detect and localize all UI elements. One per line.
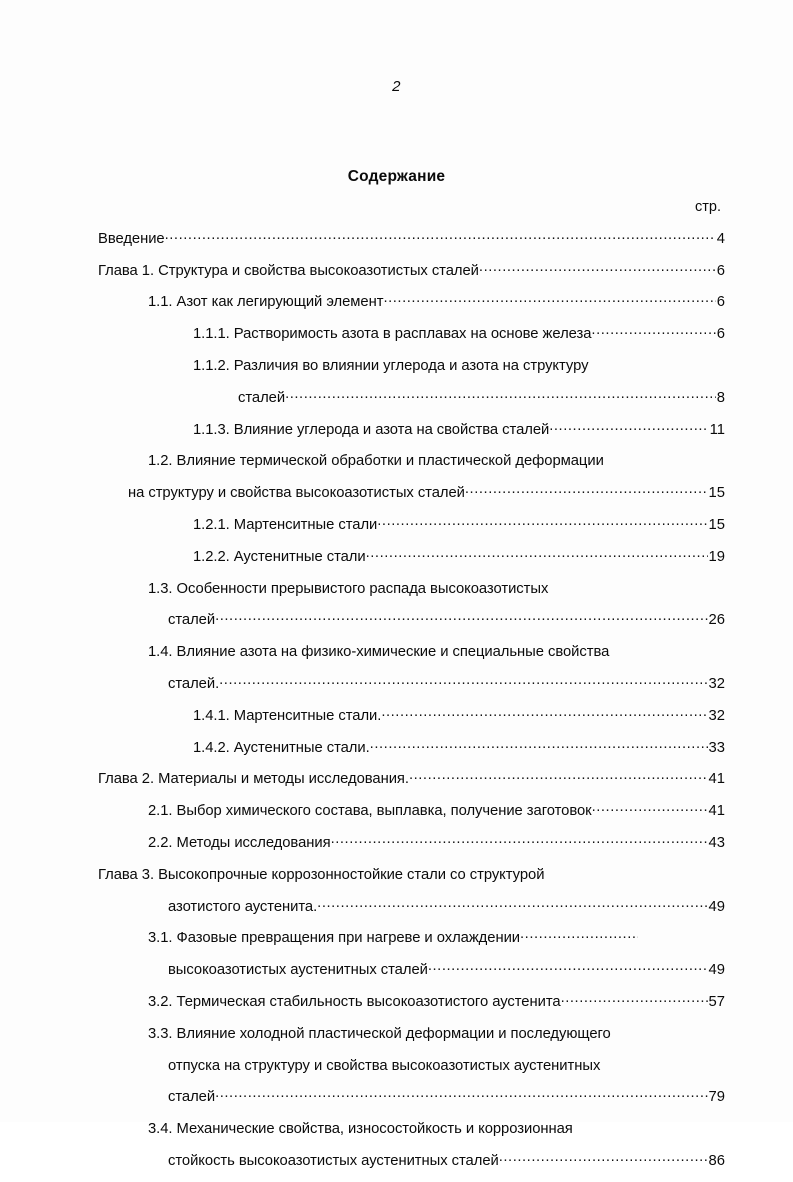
toc-entry bbox=[98, 896, 725, 928]
toc-entry-label: 3.1. Фазовые превращения при нагреве и охлаждении bbox=[148, 930, 521, 947]
toc-entry bbox=[98, 1087, 725, 1119]
toc-entry-page-number: 41 bbox=[708, 771, 725, 788]
toc-entry-page-number: 86 bbox=[708, 1152, 725, 1169]
toc-entry-label: высокоазотистых аустенитных сталей bbox=[168, 962, 428, 979]
toc-entry bbox=[98, 769, 725, 801]
toc-entry bbox=[98, 578, 725, 610]
toc-entry-page-number: 6 bbox=[716, 294, 725, 311]
toc-entry bbox=[98, 1023, 725, 1055]
toc-entry-page-number: 11 bbox=[709, 421, 725, 438]
toc-entry-label: 2.1. Выбор химического состава, выплавка, получение заготовок bbox=[148, 803, 592, 820]
toc-entry-page-number: 26 bbox=[708, 612, 725, 629]
toc-entry-page-number: 79 bbox=[708, 1089, 725, 1106]
toc-dot-leader bbox=[591, 323, 715, 338]
toc-entry-page-number: 41 bbox=[708, 803, 725, 820]
toc-dot-leader bbox=[377, 514, 707, 529]
toc-entry-page-number: 15 bbox=[708, 485, 725, 502]
toc-entry bbox=[98, 355, 725, 387]
toc-entry-label: 1.4. Влияние азота на физико-химические и специальные свойства bbox=[148, 644, 610, 661]
toc-entry-label: стойкость высокоазотистых аустенитных сталей bbox=[168, 1152, 499, 1169]
toc-dot-leader bbox=[428, 959, 708, 974]
page-column-header: стр. bbox=[695, 199, 721, 215]
toc-entry bbox=[98, 387, 725, 419]
toc-dot-leader bbox=[215, 1087, 707, 1102]
toc-entry-page-number: 43 bbox=[708, 834, 725, 851]
toc-dot-leader bbox=[520, 928, 638, 943]
toc-entry bbox=[98, 928, 725, 960]
toc-entry bbox=[98, 1118, 725, 1150]
toc-dot-leader bbox=[549, 419, 708, 434]
toc-entry-page-number: 15 bbox=[708, 516, 725, 533]
toc-entry-label: 1.2. Влияние термической обработки и пластической деформации bbox=[148, 453, 604, 470]
toc-dot-leader bbox=[331, 832, 708, 847]
toc-entry-label: 3.3. Влияние холодной пластической деформации и последующего bbox=[148, 1025, 611, 1042]
toc-dot-leader bbox=[215, 610, 707, 625]
toc-entry-label: сталей bbox=[168, 1089, 216, 1106]
toc-dot-leader bbox=[317, 896, 707, 911]
toc-entry bbox=[98, 546, 725, 578]
page-folio-number: 2 bbox=[392, 78, 401, 95]
toc-dot-leader bbox=[285, 387, 716, 402]
toc-entry-label: 3.4. Механические свойства, износостойкость и коррозионная bbox=[148, 1121, 573, 1138]
toc-entry bbox=[98, 482, 725, 514]
toc-entry bbox=[98, 514, 725, 546]
toc-dot-leader bbox=[561, 991, 708, 1006]
toc-entry-page-number: 32 bbox=[708, 675, 725, 692]
toc-dot-leader bbox=[499, 1150, 708, 1165]
toc-entry-label: сталей bbox=[168, 612, 216, 629]
toc-entry bbox=[98, 959, 725, 991]
toc-dot-leader bbox=[219, 673, 707, 688]
toc-entry-page-number: 49 bbox=[708, 962, 725, 979]
toc-entry bbox=[98, 323, 725, 355]
toc-entry-label: Глава 2. Материалы и методы исследования. bbox=[98, 771, 409, 788]
page-title: Содержание bbox=[347, 168, 446, 185]
toc-entry-label: на структуру и свойства высокоазотистых сталей bbox=[128, 485, 465, 502]
toc-entry-label: Глава 1. Структура и свойства высокоазотистых сталей bbox=[98, 262, 479, 279]
toc-entry-label: 1.2.1. Мартенситные стали bbox=[193, 516, 378, 533]
toc-entry-label: 1.1.1. Растворимость азота в расплавах на основе железа bbox=[193, 326, 592, 343]
toc-entry-label: 2.2. Методы исследования bbox=[148, 834, 331, 851]
toc-entry-label: Введение bbox=[98, 230, 165, 247]
toc-entry bbox=[98, 228, 725, 260]
toc-entry-page-number: 33 bbox=[708, 739, 725, 756]
toc-entry bbox=[98, 800, 725, 832]
toc-entry bbox=[98, 864, 725, 896]
toc-entry-label: 1.2.2. Аустенитные стали bbox=[193, 548, 366, 565]
toc-entry-label: 3.2. Термическая стабильность высокоазотистого аустенита bbox=[148, 993, 561, 1010]
toc-dot-leader bbox=[409, 769, 708, 784]
toc-entry bbox=[98, 1055, 725, 1087]
toc-entry-page-number: 6 bbox=[716, 262, 725, 279]
toc-entry-label: 1.1. Азот как легирующий элемент bbox=[148, 294, 384, 311]
toc-entry-label: 1.4.2. Аустенитные стали. bbox=[193, 739, 370, 756]
toc-entry-page-number: 19 bbox=[708, 548, 725, 565]
toc-dot-leader bbox=[370, 737, 708, 752]
toc-entry-page-number: 8 bbox=[716, 389, 725, 406]
toc-entry-label: азотистого аустенита. bbox=[168, 898, 318, 915]
toc-dot-leader bbox=[479, 260, 716, 275]
toc-entry bbox=[98, 991, 725, 1023]
toc-entry bbox=[98, 737, 725, 769]
toc-dot-leader bbox=[165, 228, 716, 243]
toc-dot-leader bbox=[381, 705, 707, 720]
toc-entry-label: сталей bbox=[238, 389, 286, 406]
toc-entry bbox=[98, 419, 725, 451]
toc-dot-leader bbox=[592, 800, 708, 815]
toc-entry bbox=[98, 292, 725, 324]
toc-entry-label: 1.4.1. Мартенситные стали. bbox=[193, 707, 382, 724]
toc-entry bbox=[98, 673, 725, 705]
toc-entry bbox=[98, 610, 725, 642]
table-of-contents bbox=[98, 228, 725, 1182]
toc-entry-page-number: 4 bbox=[716, 230, 725, 247]
toc-entry bbox=[98, 451, 725, 483]
toc-entry-label: сталей. bbox=[168, 675, 220, 692]
toc-dot-leader bbox=[465, 482, 708, 497]
toc-entry-label: Глава 3. Высокопрочные коррозонностойкие стали со структурой bbox=[98, 866, 545, 883]
toc-entry-page-number: 49 bbox=[708, 898, 725, 915]
toc-entry bbox=[98, 260, 725, 292]
toc-entry-page-number: 6 bbox=[716, 326, 725, 343]
toc-entry bbox=[98, 1150, 725, 1182]
toc-dot-leader bbox=[366, 546, 708, 561]
toc-dot-leader bbox=[383, 292, 715, 307]
toc-entry bbox=[98, 832, 725, 864]
toc-entry bbox=[98, 705, 725, 737]
toc-entry-label: отпуска на структуру и свойства высокоазотистых аустенитных bbox=[168, 1057, 601, 1074]
toc-entry-label: 1.3. Особенности прерывистого распада высокоазотистых bbox=[148, 580, 549, 597]
toc-entry-page-number: 32 bbox=[708, 707, 725, 724]
toc-entry-label: 1.1.3. Влияние углерода и азота на свойства сталей bbox=[193, 421, 550, 438]
toc-entry bbox=[98, 641, 725, 673]
toc-entry-page-number: 57 bbox=[708, 993, 725, 1010]
toc-entry-label: 1.1.2. Различия во влиянии углерода и азота на структуру bbox=[193, 357, 589, 374]
